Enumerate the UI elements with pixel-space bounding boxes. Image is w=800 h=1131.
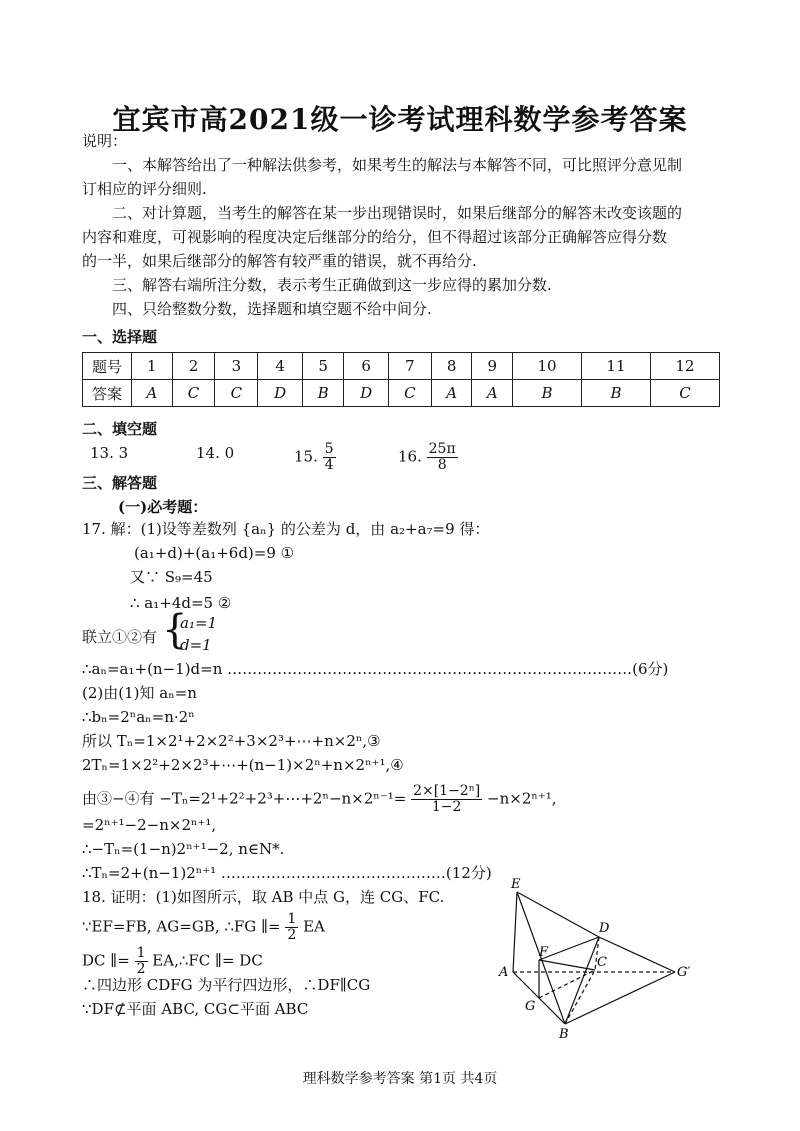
vertex-label: C <box>597 955 607 970</box>
fraction <box>411 784 482 815</box>
q18-step-1 <box>82 912 325 943</box>
q18-intro: 18. 证明：(1)如图所示，取 AB 中点 G，连 CG、FC. <box>82 888 445 906</box>
fill-answer-16 <box>398 442 458 473</box>
question-number: 12 <box>650 353 719 380</box>
fraction-numerator: 5 <box>324 441 334 457</box>
system-equation-2: d=1 <box>180 636 212 654</box>
section-fill-heading: 二、填空题 <box>82 420 158 438</box>
question-number: 11 <box>581 353 650 380</box>
table-row <box>83 353 720 380</box>
q18-step-4: ∵DF⊄平面 ABC, CG⊂平面 ABC <box>82 1000 309 1018</box>
fraction-numerator: 2×[1−2ⁿ] <box>413 783 481 799</box>
intro-paragraph-2c: 的一半，如果后继部分的解答有较严重的错误，就不再给分. <box>82 252 477 270</box>
fraction <box>285 912 298 943</box>
intro-paragraph-2b: 内容和难度，可视影响的程度决定后继部分的给分，但不得超过该部分正确解答应得分数 <box>82 228 668 246</box>
intro-paragraph-3: 三、解答右端所注分数，表示考生正确做到这一步应得的累加分数. <box>112 276 552 294</box>
row-label-answer: 答案 <box>83 380 132 407</box>
geometry-figure <box>495 872 710 1040</box>
subsection-required: (一)必考题： <box>118 498 208 516</box>
fraction <box>427 442 458 473</box>
question-number: 8 <box>431 353 472 380</box>
fill-label-15: 15. <box>294 447 318 466</box>
fraction-denominator: 2 <box>287 927 297 943</box>
question-number: 4 <box>258 353 303 380</box>
fraction <box>323 442 336 473</box>
vertex-label: E <box>511 877 521 892</box>
page-footer: 理科数学参考答案 第1页 共4页 <box>302 1071 498 1087</box>
vertex-label: G <box>525 999 536 1014</box>
edge-DG-prime <box>599 937 675 972</box>
fraction-denominator: 1−2 <box>431 799 462 815</box>
question-number: 1 <box>132 353 173 380</box>
fill-answer-14: 14. 0 <box>196 444 235 462</box>
q17-combine: 联立①②有 <box>82 628 158 646</box>
equation-text: −n×2ⁿ⁺¹, <box>487 789 557 808</box>
answer-cell: C <box>388 380 431 407</box>
equation-text: ∵EF=FB, AG=GB, ∴FG <box>82 917 257 936</box>
equation-text: EA <box>303 917 325 936</box>
row-label-number: 题号 <box>83 353 132 380</box>
vertex-label: D <box>599 921 610 936</box>
edge-BG-prime <box>565 972 675 1024</box>
q17-equation-5: ∴bₙ=2ⁿaₙ=n·2ⁿ <box>82 708 195 726</box>
intro-label: 说明： <box>82 132 128 150</box>
equation-text: EA,∴FC ∥= DC <box>152 951 263 970</box>
fill-label-16: 16. <box>398 447 422 466</box>
vertex-label: A <box>499 965 509 980</box>
answer-cell: C <box>172 380 215 407</box>
question-number: 7 <box>388 353 431 380</box>
parallel-equal-symbol: ∥= <box>110 951 130 970</box>
q17-intro: 17. 解：(1)设等差数列 {aₙ} 的公差为 d，由 a₂+a₇=9 得： <box>82 520 490 538</box>
question-number: 5 <box>302 353 343 380</box>
question-number: 3 <box>215 353 258 380</box>
q17-equation-7: 2Tₙ=1×2²+2×2³+⋯+(n−1)×2ⁿ+n×2ⁿ⁺¹,④ <box>82 756 404 774</box>
vertex-label: B <box>559 1027 569 1040</box>
vertex-label: F <box>539 945 549 960</box>
question-number: 10 <box>513 353 582 380</box>
vertex-label: G′ <box>677 965 691 980</box>
answer-cell: A <box>431 380 472 407</box>
fill-answer-13: 13. 3 <box>90 444 129 462</box>
table-row <box>83 380 720 407</box>
fraction-denominator: 4 <box>324 457 334 473</box>
intro-paragraph-1b: 订相应的评分细则. <box>82 180 207 198</box>
question-number: 6 <box>344 353 389 380</box>
system-equation-1: a₁=1 <box>180 614 218 632</box>
q17-equation-6: 所以 Tₙ=1×2¹+2×2²+3×2³+⋯+n×2ⁿ,③ <box>82 732 381 750</box>
q18-step-3: ∴四边形 CDFG 为平行四边形，∴DF∥CG <box>82 976 371 994</box>
question-number: 9 <box>472 353 513 380</box>
answer-cell: B <box>302 380 343 407</box>
equation-text: 由③−④有 −Tₙ=2¹+2²+2³+⋯+2ⁿ−n×2ⁿ⁻¹= <box>82 789 407 808</box>
fraction-numerator: 25π <box>428 441 456 457</box>
page-title: 宜宾市高2021级一诊考试理科数学参考答案 <box>112 103 688 136</box>
fraction-denominator: 2 <box>136 961 146 977</box>
q17-equation-4: ∴aₙ=a₁+(n−1)d=n ………………………………………………………………………(6分) <box>82 660 669 678</box>
intro-paragraph-1a: 一、本解答给出了一种解法供参考，如果考生的解法与本解答不同，可比照评分意见制 <box>112 156 683 174</box>
answer-cell: C <box>650 380 719 407</box>
system-brace: { <box>162 607 188 653</box>
fraction-numerator: 1 <box>287 911 297 927</box>
q17-equation-11: ∴Tₙ=2+(n−1)2ⁿ⁺¹ ………………………………………(12分) <box>82 864 492 882</box>
q17-part-2: (2)由(1)知 aₙ=n <box>82 684 197 702</box>
q17-equation-2: 又∵ S₉=45 <box>130 568 213 586</box>
fraction <box>135 946 148 977</box>
choice-answer-table <box>82 352 720 407</box>
answer-cell: D <box>258 380 303 407</box>
answer-cell: C <box>215 380 258 407</box>
q17-equation-1: (a₁+d)+(a₁+6d)=9 ① <box>134 544 295 562</box>
question-number: 2 <box>172 353 215 380</box>
q17-equation-10: ∴−Tₙ=(1−n)2ⁿ⁺¹−2, n∈N*. <box>82 840 285 858</box>
equation-text: DC <box>82 951 106 970</box>
section-solve-heading: 三、解答题 <box>82 474 158 492</box>
edge-EA <box>513 892 517 972</box>
section-choice-heading: 一、选择题 <box>82 328 158 346</box>
intro-paragraph-4: 四、只给整数分数，选择题和填空题不给中间分. <box>112 300 432 318</box>
q17-equation-3: ∴ a₁+4d=5 ② <box>130 594 232 612</box>
fraction-denominator: 8 <box>437 457 447 473</box>
parallel-equal-symbol: ∥= <box>261 917 281 936</box>
answer-cell: B <box>581 380 650 407</box>
q17-equation-9: =2ⁿ⁺¹−2−n×2ⁿ⁺¹, <box>82 816 217 834</box>
fill-answer-15 <box>294 442 336 473</box>
answer-cell: B <box>513 380 582 407</box>
fraction-numerator: 1 <box>136 945 146 961</box>
q18-step-2 <box>82 946 263 977</box>
edge-FC <box>539 960 595 970</box>
intro-paragraph-2a: 二、对计算题，当考生的解答在某一步出现错误时，如果后继部分的解答未改变该题的 <box>112 204 683 222</box>
answer-cell: D <box>344 380 389 407</box>
answer-cell: A <box>132 380 173 407</box>
answer-cell: A <box>472 380 513 407</box>
edge-ED <box>517 892 599 937</box>
q17-equation-8 <box>82 784 557 815</box>
